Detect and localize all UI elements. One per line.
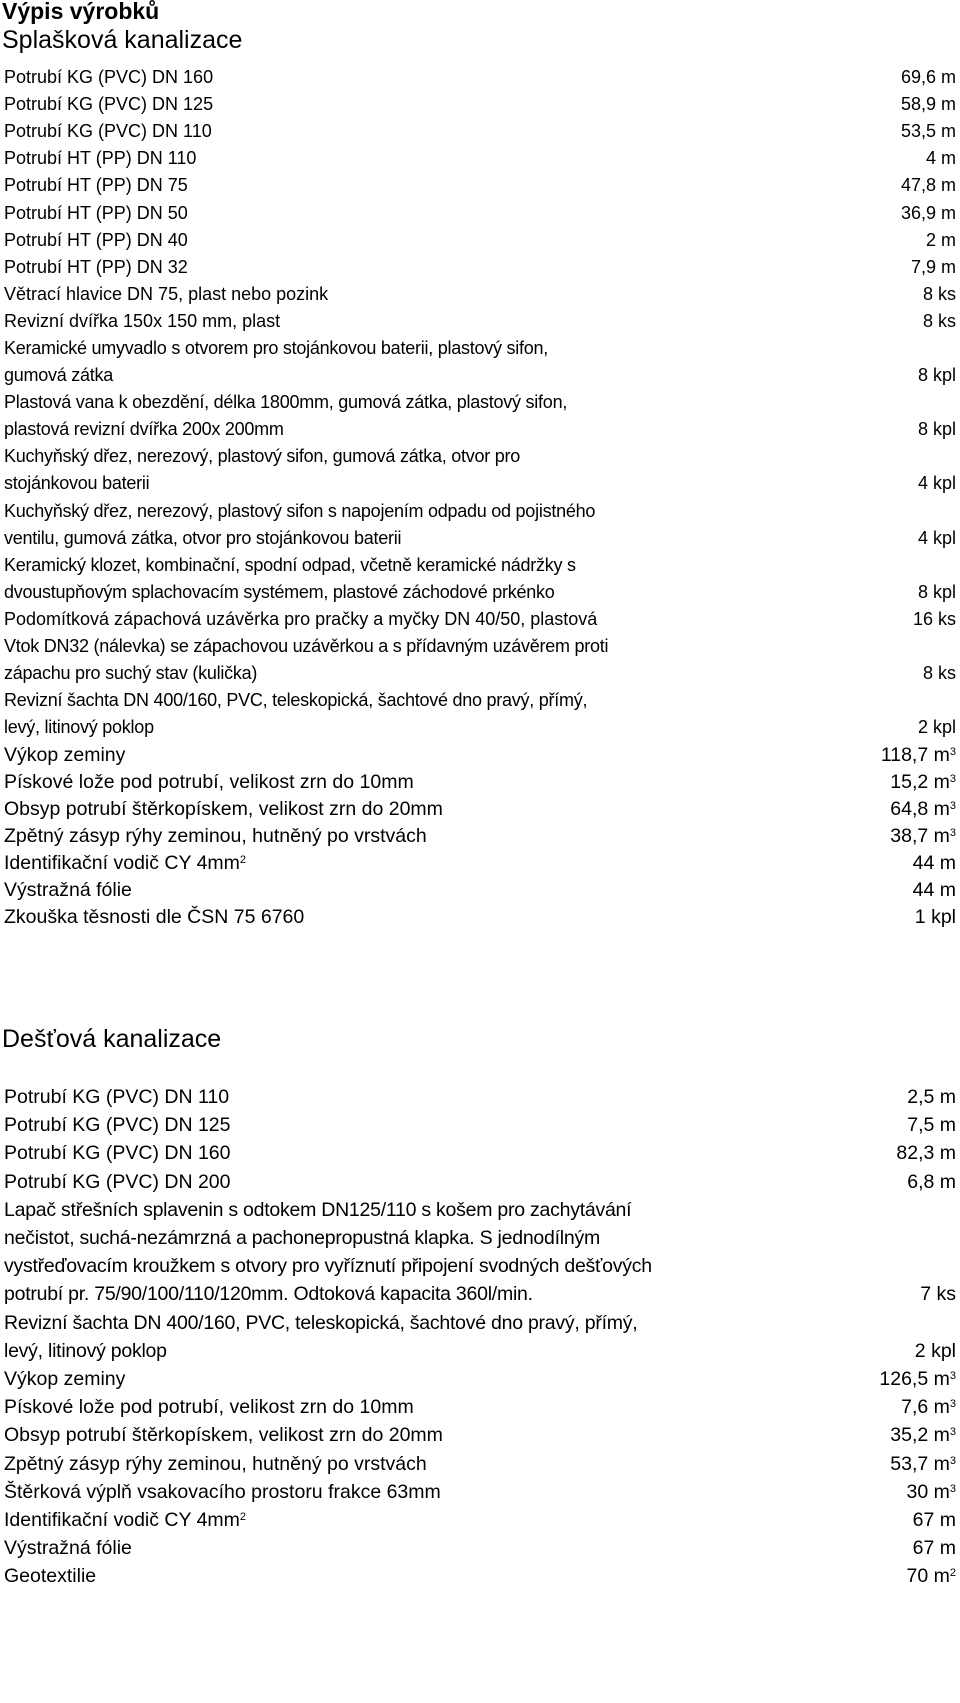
section-title-destova: Dešťová kanalizace — [2, 1025, 222, 1053]
item-quantity — [890, 796, 956, 823]
item-description — [4, 1168, 774, 1196]
quantity-value: 1 — [914, 906, 926, 929]
item-description — [4, 498, 774, 552]
quantity-value: 67 — [912, 1537, 935, 1560]
list-item — [4, 64, 956, 91]
unit-superscript: 3 — [949, 826, 956, 839]
item-description-line: Potrubí HT (PP) DN 50 — [4, 202, 188, 223]
quantity-unit: m — [941, 229, 956, 250]
list-item — [4, 769, 956, 796]
quantity-unit: kpl — [932, 419, 956, 440]
quantity-value: 2 — [925, 229, 936, 250]
item-description-line: Identifikační vodič CY $4mm^2$ — [4, 851, 247, 874]
item-quantity — [901, 64, 956, 91]
item-quantity — [901, 200, 956, 227]
item-description — [4, 1309, 774, 1365]
quantity-unit: kpl — [931, 1339, 956, 1362]
item-description-line: stojánkovou baterii — [4, 473, 150, 494]
item-description-line: plastová revizní dvířka 200x 200mm — [4, 419, 284, 440]
document-title: Výpis výrobků — [2, 0, 160, 24]
unit-superscript: 3 — [949, 799, 956, 812]
item-quantity — [879, 1365, 956, 1393]
list-item — [4, 1139, 956, 1167]
quantity-value: 64,8 — [890, 797, 929, 820]
list-item — [4, 850, 956, 877]
quantity-unit: ks — [936, 1283, 956, 1306]
list-item — [4, 1393, 956, 1421]
item-quantity — [918, 579, 956, 606]
item-description-line: Potrubí KG (PVC) DN 125 — [4, 94, 214, 115]
item-description-line: Pískové lože pod potrubí, velikost zrn do 10mm — [4, 770, 414, 793]
quantity-unit: kpl — [932, 581, 956, 602]
unit-superscript: 3 — [949, 772, 956, 785]
list-item — [4, 281, 956, 308]
item-description — [4, 633, 774, 687]
quantity-value: 8 — [922, 283, 933, 304]
quantity-value: 67 — [912, 1508, 935, 1531]
item-quantity — [926, 227, 956, 254]
item-quantity — [913, 606, 956, 633]
quantity-unit: m — [941, 175, 956, 196]
quantity-value: 47,8 — [900, 175, 936, 196]
item-description-line: Kuchyňský dřez, nerezový, plastový sifon, gumová zátka, otvor pro — [4, 446, 520, 467]
list-item — [4, 1196, 956, 1309]
quantity-unit: m — [939, 879, 956, 901]
item-description — [4, 64, 774, 91]
item-description-line: Obsyp potrubí štěrkopískem, velikost zrn do 20mm — [4, 1424, 443, 1447]
quantity-unit: m — [933, 1424, 950, 1447]
item-quantity — [923, 660, 956, 687]
item-description-line: Potrubí KG (PVC) DN 160 — [4, 1142, 231, 1165]
list-item — [4, 1083, 956, 1111]
quantity-unit: m — [933, 1367, 950, 1390]
quantity-value: 126,5 — [879, 1367, 929, 1390]
quantity-value: 35,2 — [890, 1424, 929, 1447]
item-description-line: zápachu pro suchý stav (kulička) — [4, 663, 258, 684]
quantity-unit: m — [933, 797, 950, 820]
item-description-line: Potrubí KG (PVC) DN 125 — [4, 1114, 231, 1137]
item-description-line: Potrubí HT (PP) DN 40 — [4, 229, 188, 250]
quantity-value: 15,2 — [890, 770, 929, 793]
item-quantity — [918, 362, 956, 389]
quantity-value: 4 — [917, 527, 928, 548]
quantity-value: 6,8 — [907, 1170, 935, 1193]
quantity-unit: m — [933, 1565, 950, 1588]
quantity-unit: kpl — [932, 717, 956, 738]
quantity-value: 70 — [906, 1565, 929, 1588]
item-quantity — [881, 742, 956, 769]
list-item — [4, 633, 956, 687]
item-quantity — [907, 1083, 956, 1111]
item-description-line: Zpětný zásyp rýhy zeminou, hutněný po vrstvách — [4, 824, 427, 847]
item-description-superscript: 2 — [239, 853, 247, 866]
item-description — [4, 1562, 774, 1590]
item-description-line: Výstražná fólie — [4, 879, 132, 901]
item-quantity — [907, 1478, 957, 1506]
item-description — [4, 877, 774, 904]
list-item — [4, 91, 956, 118]
list-item — [4, 904, 956, 931]
quantity-unit: m — [939, 1537, 956, 1560]
item-quantity — [901, 118, 956, 145]
quantity-value: 8 — [922, 310, 933, 331]
quantity-unit: ks — [938, 609, 956, 629]
item-description-line: Revizní šachta DN 400/160, PVC, teleskopická, šachtové dno pravý, přímý, — [4, 1311, 638, 1334]
item-description-line: Pískové lože pod potrubí, velikost zrn do 10mm — [4, 1396, 414, 1419]
unit-superscript: 3 — [949, 1482, 956, 1495]
item-description-line: Lapač střešních splavenin s odtokem DN125/110 s košem pro zachytávání — [4, 1198, 632, 1221]
quantity-value: 8 — [917, 365, 928, 386]
quantity-unit: m — [939, 1085, 956, 1108]
item-description — [4, 389, 774, 443]
quantity-value: 7,5 — [907, 1114, 935, 1137]
list-item — [4, 335, 956, 389]
quantity-unit: m — [941, 121, 956, 142]
item-description — [4, 200, 774, 227]
quantity-value: 44 — [912, 851, 935, 874]
quantity-value: 36,9 — [900, 202, 936, 223]
item-description — [4, 1450, 774, 1478]
quantity-value: 58,9 — [900, 94, 936, 115]
list-item — [4, 1478, 956, 1506]
item-description-line: Výkop zeminy — [4, 743, 126, 766]
list-item — [4, 823, 956, 850]
quantity-unit: m — [939, 1508, 956, 1531]
item-description — [4, 308, 774, 335]
item-description — [4, 172, 774, 199]
quantity-unit: m — [939, 1142, 956, 1165]
quantity-unit: m — [939, 1114, 956, 1137]
item-quantity — [923, 308, 956, 335]
quantity-value: 4 — [925, 148, 936, 169]
item-description-line: gumová zátka — [4, 365, 114, 386]
quantity-unit: ks — [938, 310, 956, 331]
item-quantity — [890, 1450, 956, 1478]
list-item — [4, 606, 956, 633]
item-description-line: Výkop zeminy — [4, 1368, 126, 1390]
quantity-unit: m — [939, 1170, 956, 1193]
item-description-line: Plastová vana k obezdění, délka 1800mm, gumová zátka, plastový sifon, — [4, 392, 568, 413]
quantity-unit: m — [933, 1452, 950, 1475]
list-item — [4, 1450, 956, 1478]
quantity-value: 44 — [912, 879, 935, 901]
item-description — [4, 742, 774, 769]
list-item — [4, 172, 956, 199]
item-description — [4, 281, 774, 308]
item-description — [4, 1139, 774, 1167]
item-description-line: Podomítková zápachová uzávěrka pro pračky a myčky DN 40/50, plastová — [4, 609, 598, 629]
item-quantity — [901, 172, 956, 199]
list-item — [4, 1111, 956, 1139]
item-quantity — [907, 1111, 956, 1139]
item-description — [4, 227, 774, 254]
list-item — [4, 308, 956, 335]
item-description-line: nečistot, suchá-nezámrzná a pachonepropustná klapka. S jednodílným — [4, 1227, 600, 1249]
item-description-line: Potrubí KG (PVC) DN 160 — [4, 67, 214, 87]
item-quantity — [907, 1168, 956, 1196]
quantity-unit: m — [941, 67, 956, 87]
quantity-value: 2,5 — [907, 1085, 935, 1108]
list-item — [4, 1421, 956, 1449]
item-description-line: levý, litinový poklop — [4, 717, 154, 738]
quantity-value: 4 — [917, 473, 928, 494]
item-description-line: Revizní dvířka 150x 150 mm, plast — [4, 310, 281, 331]
item-description-line: Větrací hlavice DN 75, plast nebo pozink — [4, 283, 329, 304]
item-description-line: Potrubí HT (PP) DN 32 — [4, 256, 188, 277]
item-description-line: Identifikační vodič CY $4mm^2$ — [4, 1509, 247, 1531]
item-description-line: Kuchyňský dřez, nerezový, plastový sifon s napojením odpadu od pojistného — [4, 500, 596, 521]
item-quantity — [913, 850, 956, 877]
item-description-line: Výstražná fólie — [4, 1537, 132, 1560]
item-description — [4, 1083, 774, 1111]
list-item — [4, 227, 956, 254]
item-quantity — [911, 254, 956, 281]
list-item — [4, 118, 956, 145]
list-item — [4, 1309, 956, 1365]
quantity-value: 30 — [906, 1480, 929, 1503]
item-description — [4, 796, 774, 823]
item-description — [4, 335, 774, 389]
list-item — [4, 389, 956, 443]
item-quantity — [920, 1280, 956, 1308]
item-quantity — [923, 281, 956, 308]
quantity-unit: m — [933, 770, 950, 793]
item-description — [4, 443, 774, 497]
quantity-unit: ks — [938, 663, 956, 684]
list-item — [4, 200, 956, 227]
item-quantity — [890, 1421, 956, 1449]
item-description — [4, 91, 774, 118]
list-item — [4, 443, 956, 497]
unit-superscript: 3 — [949, 1454, 956, 1467]
item-description-line: Obsyp potrubí štěrkopískem, velikost zrn do 20mm — [4, 797, 443, 820]
item-quantity — [918, 714, 956, 741]
item-description-line: levý, litinový poklop — [4, 1339, 167, 1362]
quantity-value: 82,3 — [896, 1142, 935, 1165]
quantity-value: 8 — [917, 419, 928, 440]
unit-superscript: 3 — [949, 1398, 956, 1411]
item-quantity — [913, 877, 956, 904]
item-description — [4, 850, 774, 877]
list-item — [4, 145, 956, 172]
item-description — [4, 1534, 774, 1562]
item-description-line: dvoustupňovým splachovacím systémem, plastové záchodové prkénko — [4, 581, 555, 602]
item-description-line: ventilu, gumová zátka, otvor pro stojánkovou baterii — [4, 527, 402, 548]
item-quantity — [918, 525, 956, 552]
list-item — [4, 742, 956, 769]
item-description — [4, 1365, 774, 1393]
quantity-value: 8 — [922, 663, 933, 684]
item-description-line: Revizní šachta DN 400/160, PVC, teleskopická, šachtové dno pravý, přímý, — [4, 690, 588, 711]
item-description — [4, 145, 774, 172]
item-description-line: Keramický klozet, kombinační, spodní odpad, včetně keramické nádržky s — [4, 554, 576, 575]
quantity-unit: kpl — [931, 906, 956, 929]
quantity-unit: ks — [938, 283, 956, 304]
quantity-unit: m — [939, 851, 956, 874]
quantity-unit: m — [941, 148, 956, 169]
quantity-value: 69,6 — [900, 67, 936, 87]
item-quantity — [907, 1562, 957, 1590]
item-description-line: Potrubí KG (PVC) DN 110 — [4, 121, 212, 142]
unit-superscript: 3 — [949, 1426, 956, 1439]
item-quantity — [896, 1139, 956, 1167]
item-description-line: Zkouška těsnosti dle ČSN 75 6760 — [4, 906, 305, 929]
list-item — [4, 498, 956, 552]
item-description-line: Zpětný zásyp rýhy zeminou, hutněný po vrstvách — [4, 1452, 427, 1475]
item-description-line: Geotextilie — [4, 1565, 97, 1588]
list-item — [4, 254, 956, 281]
item-quantity — [918, 416, 956, 443]
quantity-value: 118,7 — [880, 743, 929, 766]
list-item — [4, 1168, 956, 1196]
quantity-unit: m — [933, 743, 950, 766]
item-description — [4, 1421, 774, 1449]
item-description-line: Vtok DN32 (nálevka) se zápachovou uzávěrkou a s přídavným uzávěrem proti — [4, 636, 609, 657]
item-description — [4, 769, 774, 796]
quantity-unit: m — [941, 202, 956, 223]
quantity-unit: kpl — [932, 473, 956, 494]
item-description — [4, 823, 774, 850]
item-quantity — [915, 904, 956, 931]
section-title-splaskova: Splašková kanalizace — [2, 26, 243, 54]
quantity-value: 53,5 — [900, 121, 936, 142]
item-quantity — [913, 1506, 956, 1534]
item-quantity — [926, 145, 956, 172]
quantity-unit: kpl — [932, 527, 956, 548]
item-quantity — [918, 470, 956, 497]
item-quantity — [901, 91, 956, 118]
item-description-line: potrubí pr. 75/90/100/110/120mm. Odtoková kapacita 360l/min. — [4, 1283, 533, 1306]
quantity-value: 38,7 — [890, 824, 929, 847]
unit-superscript: 3 — [949, 1369, 956, 1382]
list-item — [4, 1562, 956, 1590]
item-description — [4, 606, 774, 633]
list-item — [4, 796, 956, 823]
quantity-unit: kpl — [932, 365, 956, 386]
item-quantity — [913, 1534, 956, 1562]
quantity-unit: m — [941, 94, 956, 115]
list-item — [4, 1365, 956, 1393]
item-description — [4, 552, 774, 606]
item-description — [4, 1111, 774, 1139]
item-description — [4, 118, 774, 145]
item-description-line: Potrubí HT (PP) DN 110 — [4, 148, 197, 169]
list-item — [4, 1506, 956, 1534]
item-description-superscript: 2 — [239, 1511, 247, 1523]
item-description-line: Keramické umyvadlo s otvorem pro stojánkovou baterii, plastový sifon, — [4, 338, 549, 358]
item-description-line: Štěrková výplň vsakovacího prostoru frakce 63mm — [4, 1480, 441, 1503]
item-description — [4, 254, 774, 281]
item-description — [4, 1478, 774, 1506]
item-quantity — [901, 1393, 956, 1421]
quantity-value: 16 — [912, 609, 933, 629]
item-description-line: vystřeďovacím kroužkem s otvory pro vyříznutí připojení svodných dešťových — [4, 1255, 652, 1278]
list-item — [4, 552, 956, 606]
item-quantity — [915, 1337, 956, 1365]
quantity-unit: m — [941, 256, 956, 277]
unit-superscript: 2 — [949, 1567, 956, 1580]
item-quantity — [890, 769, 956, 796]
quantity-value: 2 — [917, 717, 928, 738]
quantity-value: 7 — [920, 1283, 932, 1306]
unit-superscript: 3 — [949, 745, 956, 758]
quantity-unit: m — [933, 824, 950, 847]
item-description — [4, 687, 774, 741]
quantity-value: 2 — [914, 1339, 926, 1362]
list-item — [4, 1534, 956, 1562]
item-description-line: Potrubí KG (PVC) DN 110 — [4, 1086, 230, 1108]
quantity-value: 7,6 — [901, 1396, 929, 1419]
item-description — [4, 1393, 774, 1421]
quantity-value: 7,9 — [910, 256, 936, 277]
item-description — [4, 1506, 774, 1534]
item-description — [4, 904, 774, 931]
item-description-line: Potrubí HT (PP) DN 75 — [4, 175, 188, 196]
quantity-unit: m — [933, 1396, 950, 1419]
list-item — [4, 687, 956, 741]
quantity-value: 8 — [917, 581, 928, 602]
list-item — [4, 877, 956, 904]
quantity-unit: m — [933, 1480, 950, 1503]
item-description — [4, 1196, 774, 1309]
item-quantity — [890, 823, 956, 850]
item-description-line: Potrubí KG (PVC) DN 200 — [4, 1170, 231, 1193]
quantity-value: 53,7 — [890, 1452, 929, 1475]
